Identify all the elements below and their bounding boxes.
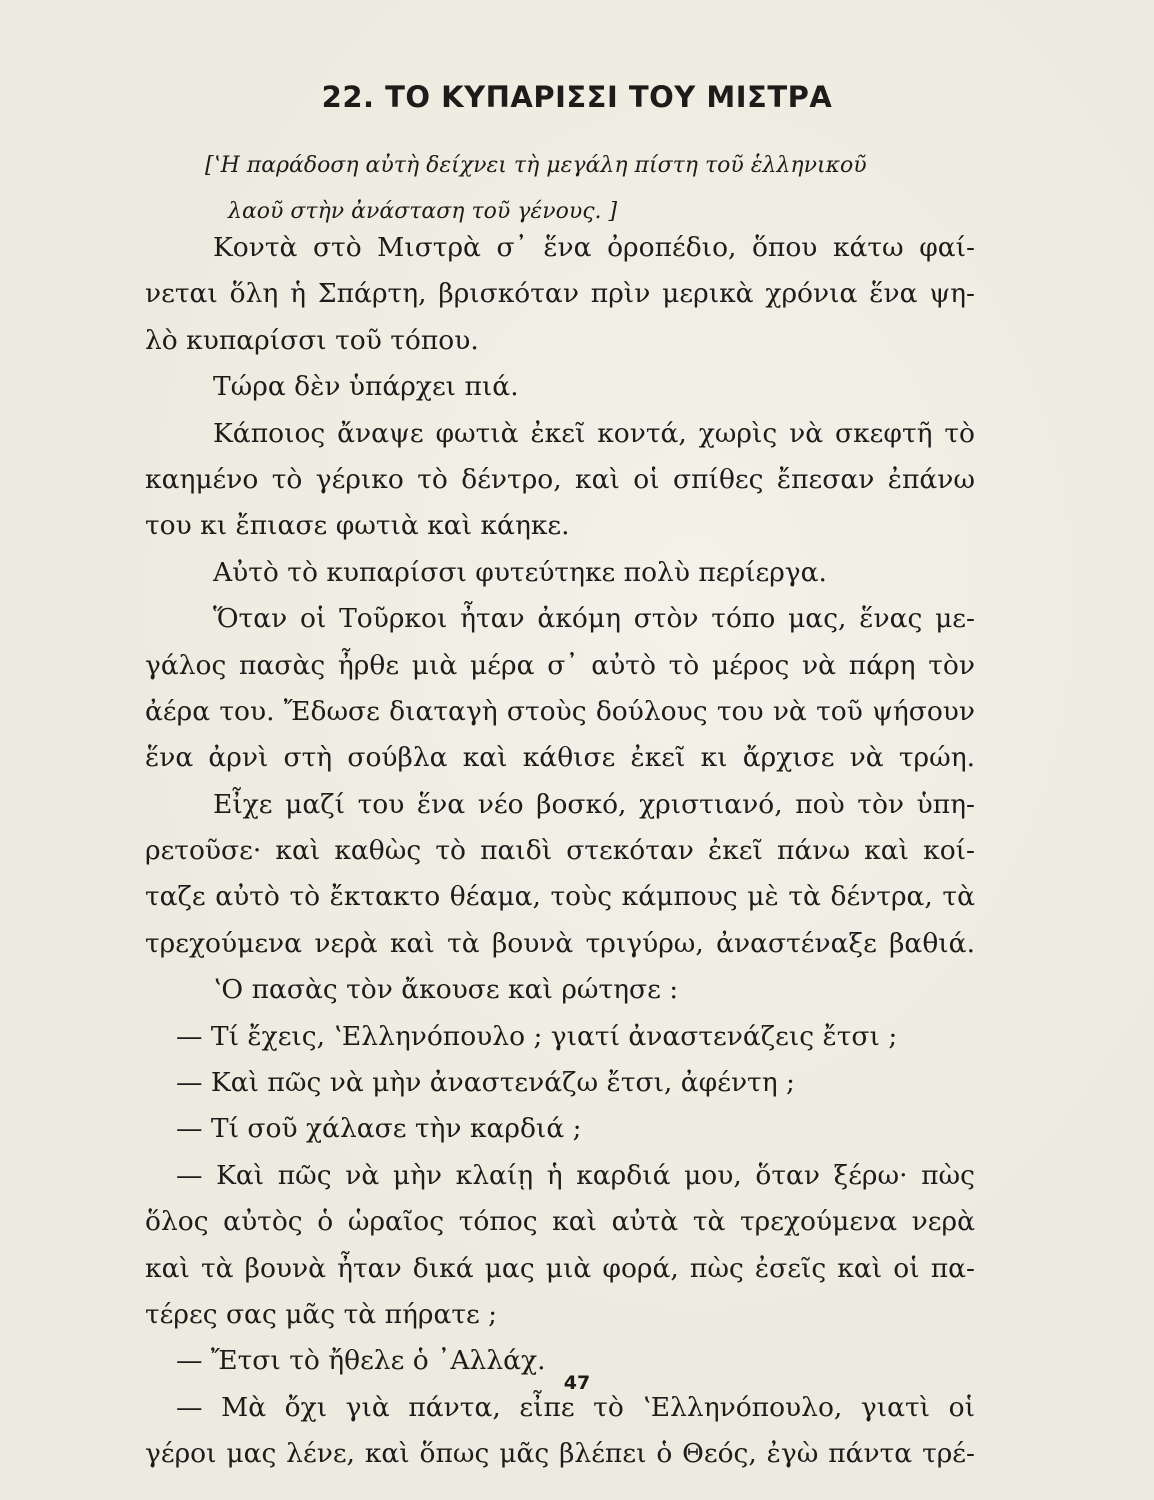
note-line: [ʽΗ παράδοση αὐτὴ δείχνει τὴ μεγάλη πίστη τοῦ ἑλληνικοῦ (205, 153, 867, 178)
text-line: γέροι μας λένε, καὶ ὅπως μᾶς βλέπει ὁ Θεός, ἐγὼ πάντα τρέ- (145, 1438, 975, 1470)
dialogue-line: — Καὶ πῶς νὰ μὴν ἀναστενάζω ἔτσι, ἀφέντη ; (176, 1067, 795, 1099)
text-line: γάλος πασὰς ἦρθε μιὰ μέρα σ᾽ αὐτὸ τὸ μέρος νὰ πάρη τὸν (145, 649, 975, 681)
text-line: καημένο τὸ γέρικο τὸ δέντρο, καὶ οἱ σπίθες ἔπεσαν ἐπάνω (145, 463, 975, 495)
text-line: του κι ἔπιασε φωτιὰ καὶ κάηκε. (145, 510, 570, 542)
dialogue-line: — Ἔτσι τὸ ἤθελε ὁ ᾽Αλλάχ. (176, 1345, 546, 1377)
text-line: τέρες σας μᾶς τὰ πήρατε ; (145, 1298, 498, 1330)
text-line: Κάποιος ἄναψε φωτιὰ ἐκεῖ κοντά, χωρὶς νὰ σκεφτῆ τὸ (213, 417, 975, 449)
dialogue-line: — Καὶ πῶς νὰ μὴν κλαίῃ ἡ καρδιά μου, ὅταν ξέρω· πὼς (176, 1159, 975, 1191)
text-line: Εἶχε μαζί του ἕνα νέο βοσκό, χριστιανό, ποὺ τὸν ὑπη- (213, 788, 975, 820)
text-line: νεται ὅλη ἡ Σπάρτη, βρισκόταν πρὶν μερικὰ χρόνια ἕνα ψη- (145, 278, 975, 310)
text-line: Ὅταν οἱ Τοῦρκοι ἦταν ἀκόμη στὸν τόπο μας, ἕνας με- (213, 603, 975, 635)
page-number: 47 (563, 1372, 591, 1394)
text-line: τρεχούμενα νερὰ καὶ τὰ βουνὰ τριγύρω, ἀναστέναξε βαθιά. (145, 927, 975, 959)
story-text (145, 225, 975, 1478)
text-line: Αὐτὸ τὸ κυπαρίσσι φυτεύτηκε πολὺ περίεργα. (213, 556, 827, 588)
text-line: ρετοῦσε· καὶ καθὼς τὸ παιδὶ στεκόταν ἐκεῖ πάνω καὶ κοί- (145, 835, 975, 867)
text-line: λὸ κυπαρίσσι τοῦ τόπου. (145, 324, 479, 356)
note-line: λαοῦ στὴν ἀνάσταση τοῦ γένους. ] (228, 199, 618, 225)
chapter-title: 22. ΤΟ ΚΥΠΑΡΙΣΣΙ ΤΟΥ ΜΙΣΤΡΑ (321, 80, 833, 114)
text-line: ἀέρα του. Ἔδωσε διαταγὴ στοὺς δούλους του νὰ τοῦ ψήσουν (145, 695, 975, 727)
text-line: ἕνα ἀρνὶ στὴ σούβλα καὶ κάθισε ἐκεῖ κι ἄρχισε νὰ τρώη. (145, 742, 975, 774)
dialogue-line: — Τί ἔχεις, ʽΕλληνόπουλο ; γιατί ἀναστενάζεις ἔτσι ; (176, 1020, 898, 1052)
text-line: ὅλος αὐτὸς ὁ ὡραῖος τόπος καὶ αὐτὰ τὰ τρεχούμενα νερὰ (145, 1206, 975, 1238)
text-line: Τώρα δὲν ὑπάρχει πιά. (213, 371, 519, 403)
dialogue-line: — Μὰ ὄχι γιὰ πάντα, εἶπε τὸ ʽΕλληνόπουλο, γιατὶ οἱ (176, 1391, 975, 1423)
dialogue-line: — Τί σοῦ χάλασε τὴν καρδιά ; (176, 1113, 582, 1145)
text-line: καὶ τὰ βουνὰ ἦταν δικά μας μιὰ φορά, πὼς ἐσεῖς καὶ οἱ πα- (145, 1252, 975, 1284)
text-line: Κοντὰ στὸ Μιστρὰ σ᾽ ἕνα ὀροπέδιο, ὅπου κάτω φαί- (213, 232, 975, 263)
text-line: ʽΟ πασὰς τὸν ἄκουσε καὶ ρώτησε : (213, 974, 679, 1006)
chapter-note (205, 143, 985, 236)
text-line: ταζε αὐτὸ τὸ ἔκτακτο θέαμα, τοὺς κάμπους μὲ τὰ δέντρα, τὰ (145, 881, 975, 913)
